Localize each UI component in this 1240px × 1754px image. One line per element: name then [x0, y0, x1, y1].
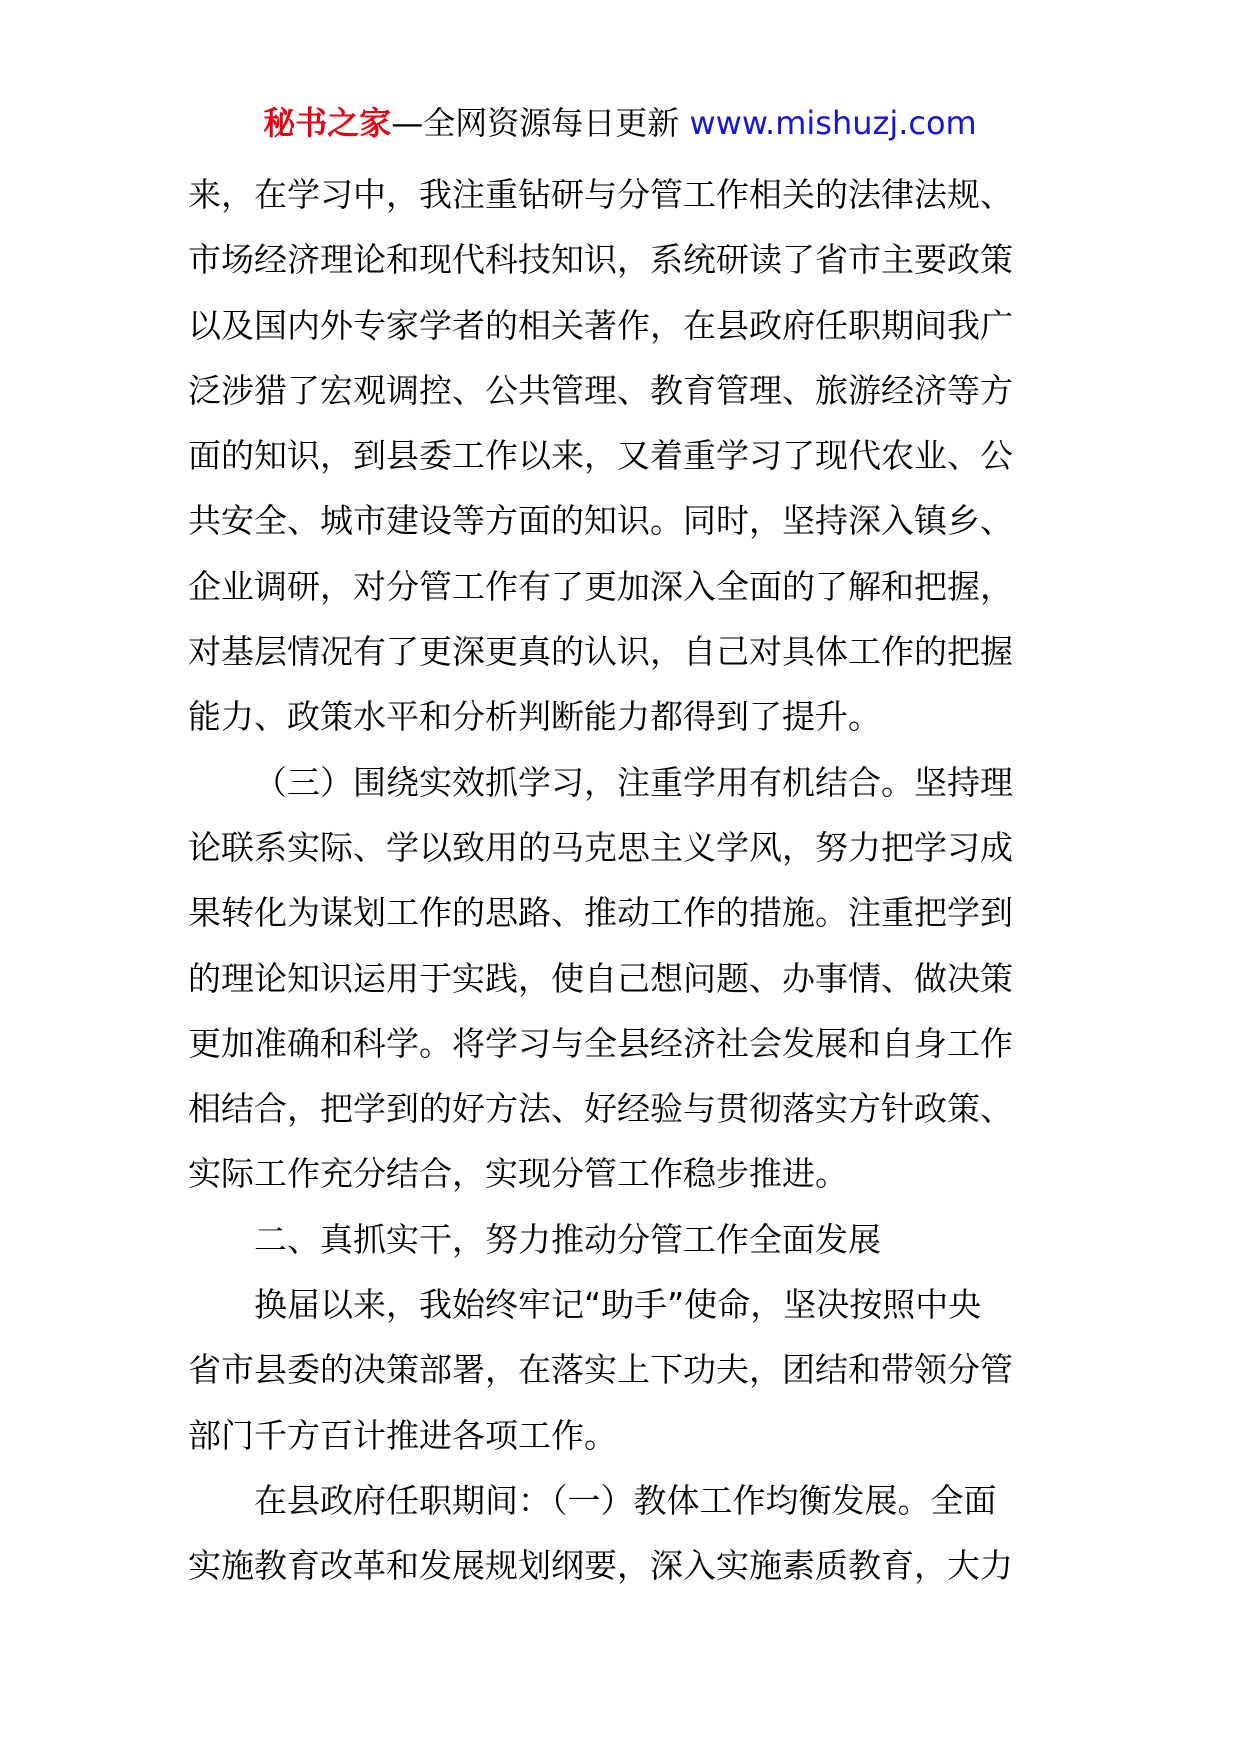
text-line: 部门千方百计推进各项工作。: [188, 1415, 617, 1455]
text-line: 省市县委的决策部署，在落实上下功夫，团结和带领分管: [188, 1350, 1013, 1390]
text-line: 以及国内外专家学者的相关著作，在县政府任职期间我广: [188, 305, 1013, 345]
text-line: （三）围绕实效抓学习，注重学用有机结合。坚持理: [254, 762, 1013, 802]
text-line: 面的知识，到县委工作以来，又着重学习了现代农业、公: [188, 436, 1013, 476]
text-line: 企业调研，对分管工作有了更加深入全面的了解和把握，: [188, 566, 1013, 606]
text-line: 市场经济理论和现代科技知识，系统研读了省市主要政策: [188, 240, 1013, 280]
text-line: 论联系实际、学以致用的马克思主义学风，努力把学习成: [188, 827, 1013, 867]
page-header: [0, 96, 1240, 150]
text-line: 更加准确和科学。将学习与全县经济社会发展和自身工作: [188, 1023, 1013, 1063]
text-line: 实施教育改革和发展规划纲要，深入实施素质教育，大力: [188, 1546, 1013, 1586]
text-line: 来，在学习中，我注重钻研与分管工作相关的法律法规、: [188, 175, 1013, 214]
text-line: 相结合，把学到的好方法、好经验与贯彻落实方针政策、: [188, 1089, 1013, 1129]
text-line: 实际工作充分结合，实现分管工作稳步推进。: [188, 1154, 848, 1194]
text-line: 果转化为谋划工作的思路、推动工作的措施。注重把学到: [188, 893, 1013, 933]
text-line: 对基层情况有了更深更真的认识，自己对具体工作的把握: [188, 632, 1013, 672]
document-body: [188, 162, 1054, 1599]
header-url-link[interactable]: www.mishuzj.com: [689, 104, 977, 142]
text-line: 能力、政策水平和分析判断能力都得到了提升。: [188, 697, 881, 737]
text-line: 的理论知识运用于实践，使自己想问题、办事情、做决策: [188, 958, 1013, 998]
header-brand: 秘书之家: [263, 104, 392, 142]
text-line: 换届以来，我始终牢记“助手”使命，坚决按照中央: [254, 1285, 982, 1325]
text-line: 在县政府任职期间：（一）教体工作均衡发展。全面: [254, 1480, 997, 1520]
text-line: 共安全、城市建设等方面的知识。同时，坚持深入镇乡、: [188, 501, 1013, 541]
header-tagline: —全网资源每日更新: [391, 104, 680, 142]
text-line: 泛涉猎了宏观调控、公共管理、教育管理、旅游经济等方: [188, 370, 1013, 410]
text-line: 二、真抓实干，努力推动分管工作全面发展: [254, 1219, 881, 1259]
